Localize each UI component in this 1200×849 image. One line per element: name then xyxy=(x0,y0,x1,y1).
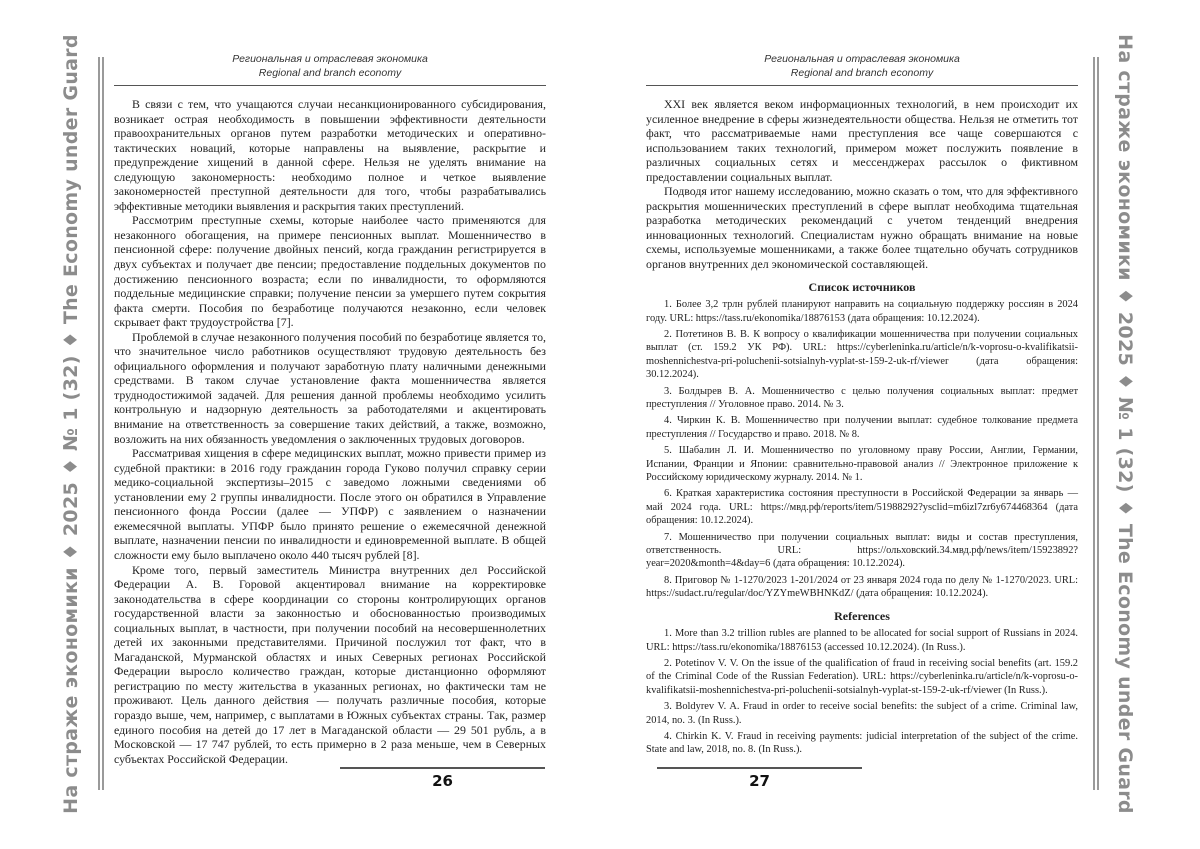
running-header xyxy=(646,52,1078,86)
side-rule-left xyxy=(98,57,104,790)
reference-item: 2. Potetinov V. V. On the issue of the qualification of fraud in receiving social benefits (art. 159.2 of the Criminal Code of the Russian Federation). URL: https://cyberleninka.ru/article/n/k-voprosu-o-kvalifikatsii-moshennichestva-pri-poluchenii-sotsialnyh-vyplat-st-159-2-uk-rf/viewer (In Russ.). xyxy=(646,657,1078,697)
header-ru: Региональная и отраслевая экономика xyxy=(114,52,546,66)
side-title-text: На страже экономики ♦ 2025 ♦ № 1 (32) ♦ The Economy under Guard xyxy=(1114,34,1136,814)
sources-list xyxy=(646,298,1078,601)
source-item: 8. Приговор № 1-1270/2023 1-201/2024 от 23 января 2024 года по делу № 1-1270/2023. URL: https://sudact.ru/regular/doc/YZYmeWBHNKdZ/ (дата обращения: 10.12.2024). xyxy=(646,574,1078,601)
page-number: 27 xyxy=(657,767,862,790)
source-item: 5. Шабалин Л. И. Мошенничество по уголовному праву России, Англии, Германии, Испании, Франции и Японии: сравнительно-правовой анализ // Электронное приложение к Российскому юридическому журналу. 2014. № 1. xyxy=(646,444,1078,484)
source-item: 6. Краткая характеристика состояния преступности в Российской Федерации за январь — май 2024 года. URL: https://мвд.рф/reports/item/51988292?ysclid=m6izl7zr6y674468364 (дата обращения: 10.12.2024). xyxy=(646,487,1078,527)
reference-item: 4. Chirkin K. V. Fraud in receiving payments: judicial interpretation of the subject of the crime. State and law, 2018, no. 8. (In Russ.). xyxy=(646,730,1078,757)
journal-side-title-left xyxy=(58,57,84,790)
paragraph: Подводя итог нашему исследованию, можно сказать о том, что для эффективного раскрытия мошеннических преступлений в сфере выплат необходима тщательная разработка методических рекомендаций с учетом тенденций внедрения инновационных технологий. Специалистам нужно обращать внимание на новые схемы, используемые мошенниками, а также более тщательно обучать сотрудников органов внутренних дел экономической составляющей. xyxy=(646,184,1078,271)
references-list xyxy=(646,627,1078,757)
body-text xyxy=(114,97,546,766)
side-rule-right xyxy=(1093,57,1099,790)
reference-item: 3. Boldyrev V. A. Fraud in order to receive social benefits: the subject of a crime. Criminal law, 2014, no. 3. (In Russ.). xyxy=(646,700,1078,727)
paragraph: В связи с тем, что учащаются случаи несанкционированного субсидирования, возникает острая необходимость в повышении эффективности деятельности правоохранительных органов путем разработки методических и оперативно-тактических новаций, которые направлены на выявление, раскрытие и предупреждение хищений в данной сфере. Нельзя не уделять внимание на следующую закономерность: необходимо полное и четкое выявление закономерностей преступной деятельности для того, чтобы разрабатывались эффективные методики выявления и раскрытия таких преступлений. xyxy=(114,97,546,213)
header-en: Regional and branch economy xyxy=(646,66,1078,80)
sources-heading: Список источников xyxy=(646,280,1078,295)
body-text xyxy=(646,97,1078,757)
references-heading: References xyxy=(646,609,1078,624)
source-item: 7. Мошенничество при получении социальных выплат: виды и состав преступления, ответственность. URL: https://ольховский.34.мвд.рф/news/item/15923892?year=2020&month=4&day=6 (дата обращения: 10.12.2024). xyxy=(646,531,1078,571)
paragraph: Кроме того, первый заместитель Министра внутренних дел Российской Федерации А. В. Горовой акцентировал внимание на корректировке законодательства в сфере координации со стороны контролирующих органов государственной власти за законностью и обоснованностью производимых социальных выплат, в частности, при получении пособий на несовершеннолетних детей их законными представителями. Причиной послужил тот факт, что в Магаданской, Мурманской областях и иных Северных регионах Российской Федерации выросло количество граждан, которые дистанционно оформляют регистрацию по месту жительства в указанных регионах, но фактически там не проживают. Цель данного действия — получать различные пособия, которые гораздо выше, чем, например, с выплатами в Южных субъектах страны. Так, размер единого пособия на детей до 17 лет в Магаданской области — 29 501 рубль, а в Московской — 17 747 рублей, то есть примерно в 2 раза меньше, чем в Северных субъектах Российской Федерации. xyxy=(114,563,546,767)
source-item: 2. Потетинов В. В. К вопросу о квалификации мошенничества при получении социальных выплат (ст. 159.2 УК РФ). URL: https://cyberleninka.ru/article/n/k-voprosu-o-kvalifikatsii-moshennichestva-pri-poluchenii-sotsialnyh-vyplat-st-159-2-uk-rf/viewer (дата обращения: 30.12.2024). xyxy=(646,328,1078,382)
source-item: 3. Болдырев В. А. Мошенничество с целью получения социальных выплат: предмет преступления // Уголовное право. 2014. № 3. xyxy=(646,385,1078,412)
left-page xyxy=(114,52,546,797)
source-item: 1. Более 3,2 трлн рублей планируют направить на социальную поддержку россиян в 2024 году. URL: https://tass.ru/ekonomika/18876153 (дата обращения: 10.12.2024). xyxy=(646,298,1078,325)
paragraph: Рассмотрим преступные схемы, которые наиболее часто применяются для незаконного обогащения, на примере пенсионных выплат. Мошенничество в пенсионной сфере: получение двойных пенсий, когда гражданин регистрируется в двух субъектах и получает две пенсии; предоставление поддельных документов по достижению пенсионного возраста; если по инвалидности, то оформляются поддельные медицинские справки; получение пенсии за умершего путем сокрытия факта смерти. Пособия по безработице получаются незаконно, если человек скрывает факт трудоустройства [7]. xyxy=(114,213,546,329)
reference-item: 1. More than 3.2 trillion rubles are planned to be allocated for social support of Russians in 2024. URL: https://tass.ru/ekonomika/18876153 (accessed 10.12.2024). (In Russ.). xyxy=(646,627,1078,654)
page-number: 26 xyxy=(340,767,545,790)
header-en: Regional and branch economy xyxy=(114,66,546,80)
right-page xyxy=(646,52,1078,797)
paragraph: Рассматривая хищения в сфере медицинских выплат, можно привести пример из судебной практики: в 2016 году гражданин города Гуково получил справку серии медико-социальной экспертизы–2015 с заведомо ложными сведениями об установлении ему 2 группы инвалидности. После этого он обратился в Управление пенсионного фонда России (далее — УПФР) с заявлением о назначении ежемесячной выплаты. УПФР было принято решение о ежемесячной денежной выплате, назначении пенсии по инвалидности и единовременной выплате. В общей сложности ему было выплачено около 440 тысяч рублей [8]. xyxy=(114,446,546,562)
paragraph: XXI век является веком информационных технологий, в нем происходит их усиленное внедрение в сферы жизнедеятельности общества. Нельзя не отметить тот факт, что рассматриваемые нами преступления все чаще совершаются с использованием таких технологий, примером может послужить появление в различных социальных сетях и мессенджерах рассылок о фиктивном предоставлении социальных выплат. xyxy=(646,97,1078,184)
paragraph: Проблемой в случае незаконного получения пособий по безработице является то, что значительное число работников осуществляют трудовую деятельность без официального оформления и получают заработную плату наличными денежными средствами. В таком случае установление факта мошенничества является труднодостижимой задачей. Для решения данной проблемы необходимо усилить контрольную и надзорную деятельность за работодателями и акцентировать внимание на ответственность за совершение таких действий, а также, возможно, возложить на них обязанность уведомления о заключенных трудовых договоров. xyxy=(114,330,546,446)
side-title-text: На страже экономики ♦ 2025 ♦ № 1 (32) ♦ The Economy under Guard xyxy=(60,34,82,814)
header-ru: Региональная и отраслевая экономика xyxy=(646,52,1078,66)
journal-side-title-right xyxy=(1112,57,1138,790)
source-item: 4. Чиркин К. В. Мошенничество при получении выплат: судебное толкование предмета преступления // Государство и право. 2018. № 8. xyxy=(646,414,1078,441)
running-header xyxy=(114,52,546,86)
